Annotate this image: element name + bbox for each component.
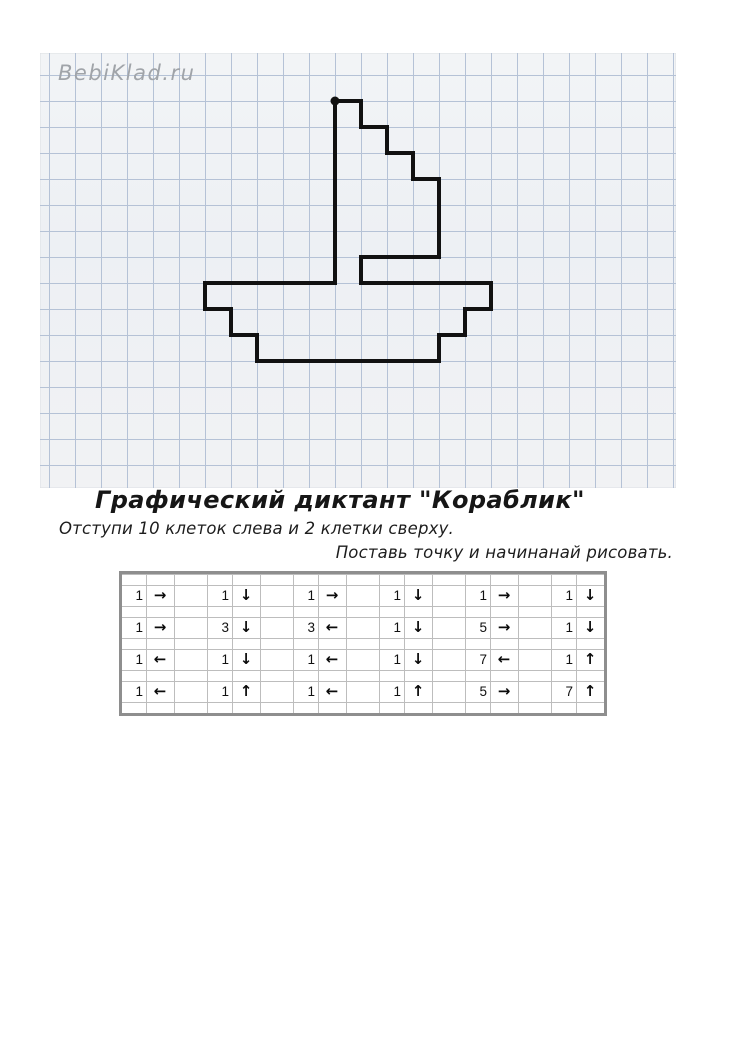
arrow-left-icon: ←	[325, 618, 339, 636]
worksheet-title: Графический диктант "Кораблик"	[95, 486, 585, 514]
arrow-left-icon: ←	[153, 650, 167, 668]
step-count: 1	[307, 652, 315, 667]
step-count: 1	[135, 588, 143, 603]
arrow-down-icon: ↓	[583, 618, 597, 636]
arrow-left-icon: ←	[325, 682, 339, 700]
arrow-down-icon: ↓	[411, 586, 425, 604]
arrow-down-icon: ↓	[239, 586, 253, 604]
step-count: 1	[221, 684, 229, 699]
arrow-left-icon: ←	[153, 682, 167, 700]
step-count: 1	[221, 652, 229, 667]
step-count: 3	[307, 620, 315, 635]
arrow-down-icon: ↓	[239, 650, 253, 668]
step-count: 1	[135, 684, 143, 699]
arrow-right-icon: →	[497, 586, 511, 604]
arrow-down-icon: ↓	[411, 650, 425, 668]
step-count: 1	[135, 620, 143, 635]
step-count: 1	[565, 620, 573, 635]
step-count: 1	[479, 588, 487, 603]
arrow-right-icon: →	[497, 618, 511, 636]
arrow-up-icon: ↑	[583, 682, 597, 700]
step-count: 1	[307, 588, 315, 603]
arrow-down-icon: ↓	[239, 618, 253, 636]
boat-start-dot	[331, 97, 340, 106]
arrow-up-icon: ↑	[411, 682, 425, 700]
step-count: 1	[307, 684, 315, 699]
arrow-down-icon: ↓	[411, 618, 425, 636]
arrow-right-icon: →	[153, 618, 167, 636]
arrow-left-icon: ←	[497, 650, 511, 668]
step-count: 1	[565, 588, 573, 603]
step-count: 3	[221, 620, 229, 635]
step-count: 1	[393, 588, 401, 603]
paper-gridlines	[40, 53, 676, 488]
instruction-start: Поставь точку и начинанай рисовать.	[335, 543, 673, 562]
dictation-table	[119, 571, 607, 716]
watermark: BebiKlad.ru	[58, 61, 196, 85]
step-count: 1	[393, 652, 401, 667]
graph-paper	[40, 53, 676, 488]
step-count: 5	[479, 684, 487, 699]
arrow-right-icon: →	[153, 586, 167, 604]
arrow-right-icon: →	[497, 682, 511, 700]
arrow-left-icon: ←	[325, 650, 339, 668]
arrow-up-icon: ↑	[583, 650, 597, 668]
step-count: 1	[135, 652, 143, 667]
step-count: 7	[479, 652, 487, 667]
step-count: 1	[565, 652, 573, 667]
arrow-down-icon: ↓	[583, 586, 597, 604]
instruction-offset: Отступи 10 клеток слева и 2 клетки сверху.	[59, 519, 454, 538]
step-count: 1	[393, 620, 401, 635]
arrow-up-icon: ↑	[239, 682, 253, 700]
step-count: 1	[393, 684, 401, 699]
step-count: 7	[565, 684, 573, 699]
step-count: 1	[221, 588, 229, 603]
arrow-right-icon: →	[325, 586, 339, 604]
step-count: 5	[479, 620, 487, 635]
